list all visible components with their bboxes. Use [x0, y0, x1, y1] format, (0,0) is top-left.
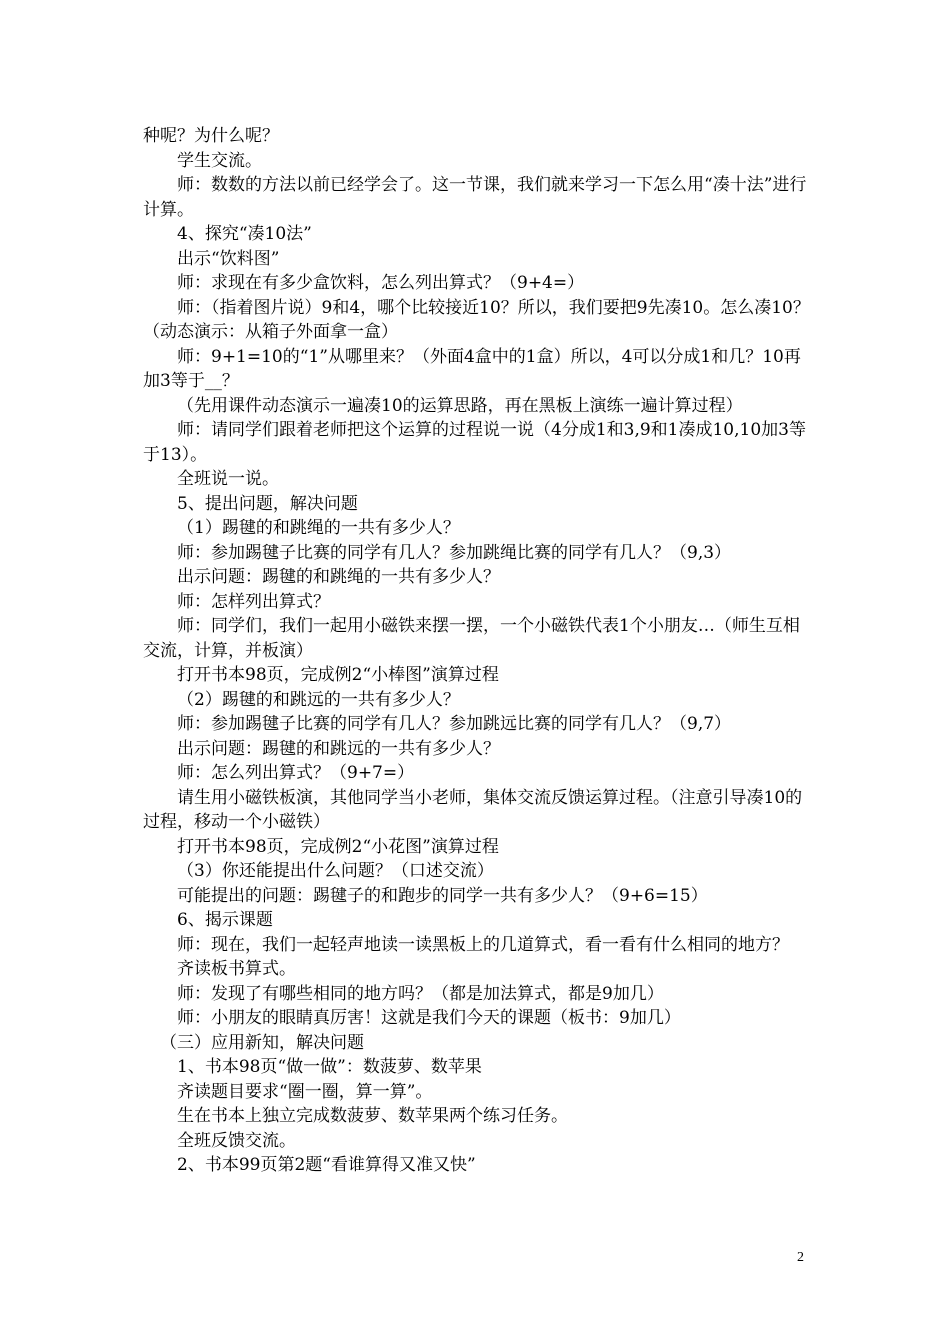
- paragraph: 师：参加踢毽子比赛的同学有几人？参加跳远比赛的同学有几人？（9,7）: [177, 714, 732, 734]
- paragraph: 齐读板书算式。: [177, 959, 296, 979]
- paragraph: 师：参加踢毽子比赛的同学有几人？参加跳绳比赛的同学有几人？（9,3）: [177, 542, 732, 563]
- paragraph: 请生用小磁铁板演，其他同学当小老师，集体交流反馈运算过程。（注意引导凑10的过程，移动一个小磁铁）: [143, 787, 803, 832]
- paragraph: 6、揭示课题: [177, 910, 273, 930]
- paragraph: 出示“饮料图”: [177, 248, 280, 269]
- paragraph: （2）踢毽的和跳远的一共有多少人？: [177, 689, 460, 710]
- paragraph: 师：怎样列出算式？: [177, 591, 330, 612]
- paragraph: 出示问题：踢毽的和跳远的一共有多少人？: [177, 738, 500, 759]
- paragraph: 师：数数的方法以前已经学会了。这一节课，我们就来学习一下怎么用“凑十法”进行计算。: [143, 175, 807, 220]
- paragraph: （1）踢毽的和跳绳的一共有多少人？: [177, 518, 460, 538]
- paragraph: 全班反馈交流。: [177, 1130, 296, 1151]
- paragraph: 4、探究“凑10法”: [177, 224, 312, 244]
- paragraph: （三）应用新知，解决问题: [160, 1032, 364, 1053]
- paragraph: 师：（指着图片说）9和4，哪个比较接近10？所以，我们要把9先凑10。怎么凑10？（动态演示：从箱子外面拿一盒）: [143, 297, 810, 342]
- paragraph: （3）你还能提出什么问题？（口述交流）: [177, 861, 494, 881]
- paragraph: 师：求现在有多少盒饮料，怎么列出算式？（9+4=）: [177, 273, 585, 293]
- page-number: 2: [797, 1250, 804, 1265]
- paragraph: 齐读题目要求“圈一圈，算一算”。: [177, 1081, 433, 1102]
- paragraph: 师：请同学们跟着老师把这个运算的过程说一说（4分成1和3,9和1凑成10,10加3等于13）。: [143, 420, 806, 465]
- paragraph: 5、提出问题，解决问题: [177, 493, 358, 514]
- paragraph: （先用课件动态演示一遍凑10的运算思路，再在黑板上演练一遍计算过程）: [177, 395, 743, 416]
- paragraph: 师：现在，我们一起轻声地读一读黑板上的几道算式，看一看有什么相同的地方？: [177, 934, 789, 955]
- paragraph: 2、书本99页第2题“看谁算得又准又快”: [177, 1155, 476, 1175]
- paragraph: 师：9+1=10的“1”从哪里来？（外面4盒中的1盒）所以，4可以分成1和几？10再加3等于__？: [143, 346, 801, 391]
- paragraph: 全班说一说。: [177, 469, 279, 489]
- paragraph: 师：同学们，我们一起用小磁铁来摆一摆，一个小磁铁代表1个小朋友…（师生互相交流，计算，并板演）: [143, 616, 800, 661]
- paragraph: 打开书本98页，完成例2“小棒图”演算过程: [177, 665, 499, 685]
- paragraph: 出示问题：踢毽的和跳绳的一共有多少人？: [177, 567, 500, 587]
- paragraph: 师：发现了有哪些相同的地方吗？（都是加法算式，都是9加几）: [177, 983, 664, 1004]
- paragraph: 学生交流。: [177, 150, 262, 171]
- paragraph: 1、书本98页“做一做”：数菠萝、数苹果: [177, 1057, 482, 1077]
- paragraph: 师：小朋友的眼睛真厉害！这就是我们今天的课题（板书：9加几）: [177, 1008, 681, 1028]
- paragraph: 师：怎么列出算式？（9+7=）: [177, 763, 415, 783]
- paragraph: 打开书本98页，完成例2“小花图”演算过程: [177, 836, 499, 857]
- paragraph: 可能提出的问题：踢毽子的和跑步的同学一共有多少人？（9+6=15）: [177, 885, 708, 906]
- document-body: [143, 124, 813, 1178]
- paragraph: 种呢？为什么呢？: [143, 126, 279, 146]
- paragraph: 生在书本上独立完成数菠萝、数苹果两个练习任务。: [177, 1106, 568, 1126]
